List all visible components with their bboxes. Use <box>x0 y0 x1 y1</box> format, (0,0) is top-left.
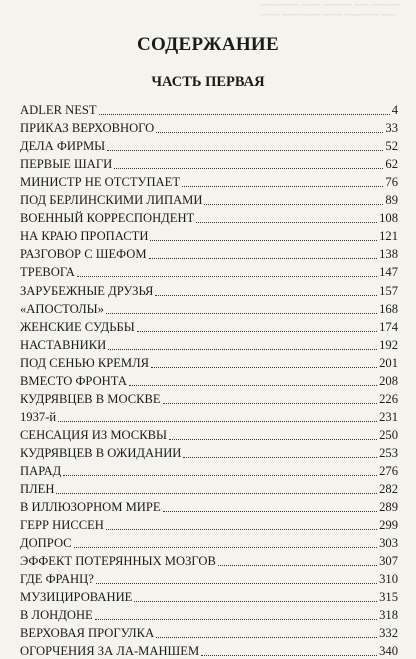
toc-entry <box>20 172 398 190</box>
toc-entry <box>20 515 398 533</box>
toc-entry-title: ЖЕНСКИЕ СУДЬБЫ <box>20 319 135 334</box>
toc-entry-title: НА КРАЮ ПРОПАСТИ <box>20 229 149 244</box>
toc-entry-title: НАСТАВНИКИ <box>20 337 107 352</box>
toc-entry-title: КУДРЯВЦЕВ В МОСКВЕ <box>20 391 161 406</box>
toc-entry-page-number: 168 <box>379 301 398 316</box>
toc-entry-page-number: 121 <box>379 229 398 244</box>
toc-entry-page-number: 299 <box>379 518 398 533</box>
toc-entry-title: ПЕРВЫЕ ШАГИ <box>20 157 113 172</box>
dot-leader <box>108 348 377 350</box>
toc-entry-page-number: 276 <box>379 463 398 478</box>
dot-leader <box>218 564 377 566</box>
toc-entry-page-number: 332 <box>379 626 398 641</box>
toc-entry-page-number: 318 <box>379 608 398 623</box>
toc-entry <box>20 533 398 551</box>
show-through-text: ~~~~~~~~ ~~~~ ~~~~~~ ~~~ ~~~~~~ ~~~~ ~~~~~~~~ ~~~~ ~~~~~~~ ~~~ <box>260 0 401 20</box>
dot-leader <box>63 474 377 476</box>
toc-entry <box>20 118 398 136</box>
dot-leader <box>156 131 383 133</box>
dot-leader <box>129 384 377 386</box>
toc-entry <box>20 100 398 118</box>
dot-leader <box>137 330 377 332</box>
dot-leader <box>149 257 378 259</box>
toc-entry-title: ЭФФЕКТ ПОТЕРЯННЫХ МОЗГОВ <box>20 554 216 569</box>
toc-entry <box>20 154 398 172</box>
dot-leader <box>183 456 377 458</box>
toc-entry-title: ГДЕ ФРАНЦ? <box>20 572 94 587</box>
toc-entry <box>20 353 398 371</box>
dot-leader <box>163 402 377 404</box>
dot-leader <box>77 275 377 277</box>
dot-leader <box>150 239 377 241</box>
toc-entry <box>20 208 398 226</box>
toc-entry-page-number: 76 <box>385 175 398 190</box>
dot-leader <box>56 492 377 494</box>
toc-entry-page-number: 157 <box>379 283 398 298</box>
toc-entry <box>20 335 398 353</box>
toc-entry-title: ГЕРР НИССЕН <box>20 518 104 533</box>
toc-entry-title: ДОПРОС <box>20 536 72 551</box>
dot-leader <box>155 294 377 296</box>
toc-entry <box>20 497 398 515</box>
toc-entry <box>20 317 398 335</box>
dot-leader <box>74 546 378 548</box>
dot-leader <box>95 618 377 620</box>
dot-leader <box>163 510 378 512</box>
toc-entry-page-number: 138 <box>379 247 398 262</box>
toc-entry-title: 1937-й <box>20 409 57 424</box>
part-title: ЧАСТЬ ПЕРВАЯ <box>151 74 265 90</box>
toc-entry-title: ДЕЛА ФИРМЫ <box>20 139 106 154</box>
toc-entry-page-number: 4 <box>391 103 398 118</box>
toc-entry <box>20 587 398 605</box>
toc-entry-page-number: 340 <box>379 644 398 659</box>
toc-entry-page-number: 315 <box>379 590 398 605</box>
dot-leader <box>134 600 377 602</box>
toc-entry-title: В ИЛЛЮЗОРНОМ МИРЕ <box>20 500 161 515</box>
toc-entry-title: ВЕРХОВАЯ ПРОГУЛКА <box>20 626 155 641</box>
toc-entry-page-number: 231 <box>379 409 398 424</box>
toc-entry <box>20 425 398 443</box>
toc-entry-title: МУЗИЦИРОВАНИЕ <box>20 590 133 605</box>
toc-entry <box>20 479 398 497</box>
dot-leader <box>156 636 377 638</box>
toc-entry-page-number: 33 <box>385 121 398 136</box>
toc-entry-page-number: 310 <box>379 572 398 587</box>
toc-entry-page-number: 147 <box>379 265 398 280</box>
dot-leader <box>107 149 383 151</box>
dot-leader <box>201 654 377 656</box>
toc-entry-title: МИНИСТР НЕ ОТСТУПАЕТ <box>20 175 181 190</box>
toc-entry-page-number: 201 <box>379 355 398 370</box>
toc-entry <box>20 461 398 479</box>
toc-entry <box>20 605 398 623</box>
toc-entry-page-number: 108 <box>379 211 398 226</box>
toc-entry-title: «АПОСТОЛЫ» <box>20 301 104 316</box>
dot-leader <box>106 312 377 314</box>
toc-entry-title: ВМЕСТО ФРОНТА <box>20 373 127 388</box>
toc-entry-page-number: 208 <box>379 373 398 388</box>
toc-entry-page-number: 250 <box>379 427 398 442</box>
toc-entry-title: ПОД БЕРЛИНСКИМИ ЛИПАМИ <box>20 193 203 208</box>
toc-entry <box>20 299 398 317</box>
dot-leader <box>151 366 377 368</box>
toc-entry <box>20 226 398 244</box>
toc-entry <box>20 262 398 280</box>
toc-entry-title: ЗАРУБЕЖНЫЕ ДРУЗЬЯ <box>20 283 154 298</box>
toc-entry-title: ОГОРЧЕНИЯ ЗА ЛА-МАНШЕМ <box>20 644 200 659</box>
toc-entry-title: СЕНСАЦИЯ ИЗ МОСКВЫ <box>20 427 167 442</box>
dot-leader <box>96 582 377 584</box>
toc-entry-page-number: 52 <box>385 139 398 154</box>
toc-entry-page-number: 289 <box>379 500 398 515</box>
toc-entry-page-number: 192 <box>379 337 398 352</box>
dot-leader <box>99 113 390 115</box>
toc-entry <box>20 569 398 587</box>
dot-leader <box>196 221 377 223</box>
toc-entry-page-number: 303 <box>379 536 398 551</box>
toc-entry <box>20 641 398 659</box>
toc-entry-title: ТРЕВОГА <box>20 265 75 280</box>
page-title: СОДЕРЖАНИЕ <box>137 34 279 55</box>
toc-entry-title: ПРИКАЗ ВЕРХОВНОГО <box>20 121 155 136</box>
toc-entry <box>20 244 398 262</box>
toc-entry <box>20 136 398 154</box>
toc-entry-title: ВОЕННЫЙ КОРРЕСПОНДЕНТ <box>20 211 195 226</box>
toc-entry <box>20 389 398 407</box>
toc-entry-title: РАЗГОВОР С ШЕФОМ <box>20 247 147 262</box>
toc-entry-title: ПОД СЕНЬЮ КРЕМЛЯ <box>20 355 150 370</box>
toc-entry-page-number: 307 <box>379 554 398 569</box>
toc-entry <box>20 443 398 461</box>
toc-entry <box>20 551 398 569</box>
toc-entry-title: В ЛОНДОНЕ <box>20 608 93 623</box>
dot-leader <box>182 185 383 187</box>
toc-entry-page-number: 174 <box>379 319 398 334</box>
dot-leader <box>114 167 383 169</box>
toc-entry <box>20 280 398 298</box>
toc-entry <box>20 190 398 208</box>
dot-leader <box>106 528 377 530</box>
toc-entry-title: КУДРЯВЦЕВ В ОЖИДАНИИ <box>20 445 182 460</box>
toc-entry <box>20 371 398 389</box>
toc-entry-page-number: 62 <box>385 157 398 172</box>
toc-entry-page-number: 226 <box>379 391 398 406</box>
toc-entry-title: ПАРАД <box>20 463 62 478</box>
toc-entry-page-number: 253 <box>379 445 398 460</box>
toc-entry <box>20 407 398 425</box>
dot-leader <box>169 438 377 440</box>
dot-leader <box>204 203 383 205</box>
dot-leader <box>58 420 377 422</box>
toc-entry-page-number: 282 <box>379 482 398 497</box>
toc-entry-page-number: 89 <box>385 193 398 208</box>
table-of-contents <box>20 100 398 659</box>
toc-entry-title: ADLER NEST <box>20 103 97 118</box>
toc-entry <box>20 623 398 641</box>
toc-entry-title: ПЛЕН <box>20 482 55 497</box>
